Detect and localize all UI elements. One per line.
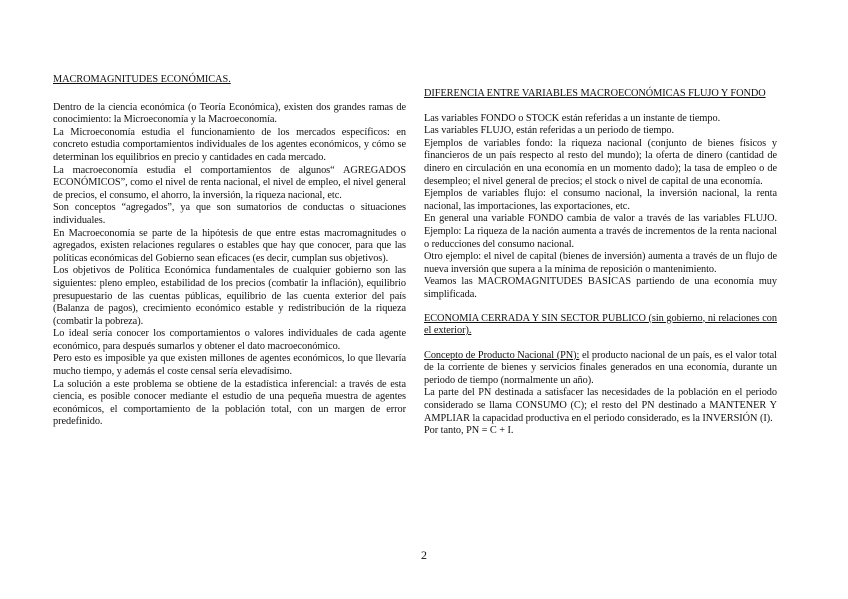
paragraph: Otro ejemplo: el nivel de capital (bienes de inversión) aumenta a través de un flujo de nueva inversión que supera a la mínima de reposición o mantenimiento.	[424, 251, 777, 275]
concept-paragraph	[424, 350, 777, 388]
paragraph: La solución a este problema se obtiene de la estadística inferencial: a través de esta ciencia, es posible conocer mediante el estudio de una pequeña muestra de agentes económicos, el comportamiento de la población total, con un margen de error predefinido.	[53, 378, 406, 428]
paragraph: Son conceptos “agregados”, ya que son sumatorios de conductas o situaciones individuales.	[53, 202, 406, 226]
page-number: 2	[421, 548, 427, 562]
paragraph: En general una variable FONDO cambia de valor a través de las variables FLUJO. Ejemplo: La riqueza de la nación aumenta a través de incrementos de la renta nacional o reducciones del consumo nacional.	[424, 213, 777, 250]
left-column	[53, 74, 406, 429]
section-title-macromagnitudes: MACROMAGNITUDES ECONÓMICAS.	[53, 74, 231, 85]
paragraph: Lo ideal sería conocer los comportamientos o valores individuales de cada agente económico, para después sumarlos y obtener el dato macroeconómico.	[53, 328, 406, 352]
paragraph: Las variables FLUJO, están referidas a un periodo de tiempo.	[424, 125, 675, 137]
paragraph: En Macroeconomía se parte de la hipótesis de que entre estas macromagnitudes o agregados, existen relaciones regulares o estables que hay que conocer, para que las políticas económicas del Gobierno sean eficaces (es decir, cumplan sus objetivos).	[53, 227, 406, 264]
spacer	[424, 302, 777, 313]
paragraph: Las variables FONDO o STOCK están referidas a un instante de tiempo.	[424, 112, 721, 124]
paragraph: Pero esto es imposible ya que existen millones de agentes económicos, lo que llevaría mucho tiempo, y además el coste censal sería elevadísimo.	[53, 353, 406, 378]
concept-label: Concepto de Producto Nacional (PN):	[424, 349, 580, 361]
right-column	[424, 88, 777, 438]
paragraph: La Microeconomía estudia el funcionamiento de los mercados específicos: en concreto estudia comportamientos individuales de los agentes económicos, y cómo se determinan los equilibrios en precio y cantidades en cada mercado.	[53, 126, 406, 163]
section-title-flujo-fondo: DIFERENCIA ENTRE VARIABLES MACROECONÓMICAS FLUJO Y FONDO	[424, 88, 766, 99]
paragraph: Por tanto, PN = C + I.	[424, 425, 514, 437]
paragraph: Dentro de la ciencia económica (o Teoría Económica), existen dos grandes ramas de conocimiento: la Microeconomía y la Macroeconomía.	[53, 101, 406, 126]
paragraph: Ejemplos de variables flujo: el consumo nacional, la inversión nacional, la renta nacional, las importaciones, las exportaciones, etc.	[424, 188, 777, 212]
concept-text: el producto nacional de un país, es el valor total de la corriente de bienes y servicios finales generados en una economía, durante un periodo de tiempo (normalmente un año).	[424, 349, 777, 386]
section-title-economia-cerrada: ECONOMIA CERRADA Y SIN SECTOR PUBLICO (sin gobierno, ni relaciones con el exterior).	[424, 312, 777, 337]
paragraph: Ejemplos de variables fondo: la riqueza nacional (conjunto de bienes físicos y financieros de un país respecto al resto del mundo); la oferta de dinero (cantidad de dinero en circulación en una economía en un momento dado); la tasa de empleo o de desempleo; el nivel general de precios; el stock o nivel de capital de una economía.	[424, 137, 777, 187]
paragraph: Los objetivos de Política Económica fundamentales de cualquier gobierno son las siguientes: pleno empleo, estabilidad de los precios (combatir la inflación), equilibrio presupuestario de las cuentas públicas, equilibrio de las cuenta exterior del país (Balanza de pagos), crecimiento económico estable y redistribución de la riqueza (combatir la pobreza).	[53, 265, 406, 327]
paragraph: La parte del PN destinada a satisfacer las necesidades de la población en el periodo considerado se llama CONSUMO (C); el resto del PN destinado a MANTENER Y AMPLIAR la capacidad productiva en el periodo considerado, es la INVERSIÓN (I).	[424, 387, 777, 424]
paragraph: Veamos las MACROMAGNITUDES BASICAS partiendo de una economía muy simplificada.	[424, 276, 777, 300]
paragraph: La macroeconomía estudia el comportamientos de algunos“ AGREGADOS ECONÓMICOS”, como el nivel de renta nacional, el nivel de empleo, el nivel general de precios, el consumo, el ahorro, la inversión, la riqueza nacional, etc.	[53, 164, 406, 201]
